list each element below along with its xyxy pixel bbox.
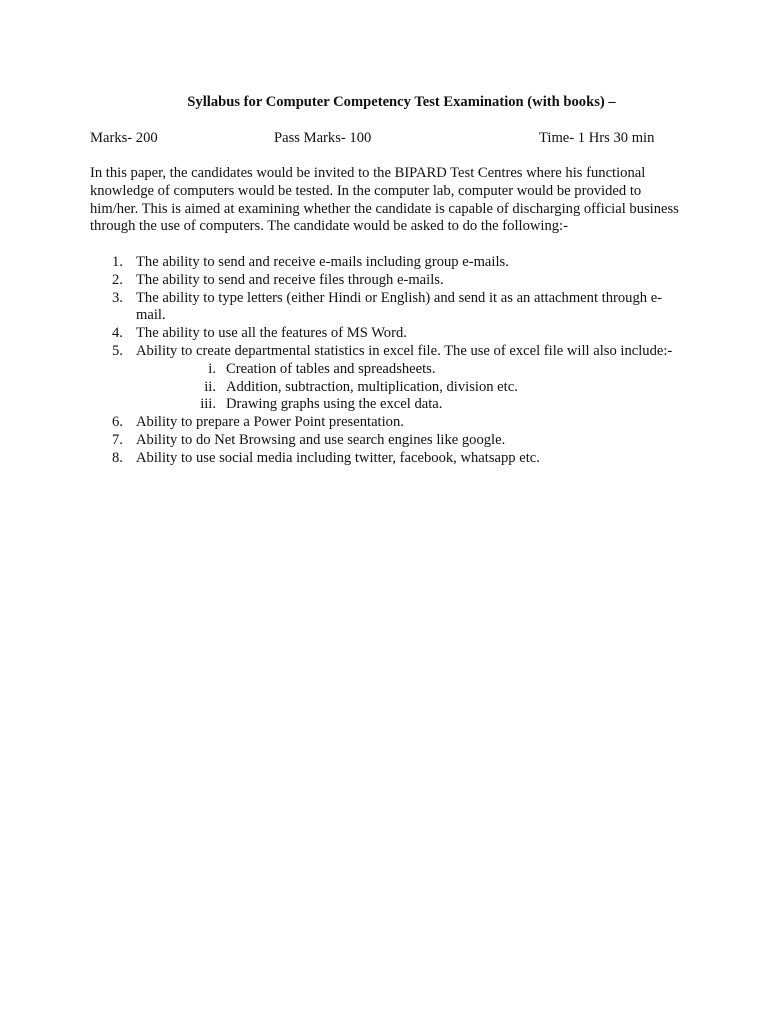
document-title: Syllabus for Computer Competency Test Examination (with books) – (187, 94, 616, 110)
list-item-text: Ability to do Net Browsing and use search engines like google. (136, 431, 506, 448)
list-item-number: 2. (112, 271, 123, 288)
sub-list-item-text: Creation of tables and spreadsheets. (226, 360, 436, 377)
list-item-text: The ability to send and receive e-mails including group e-mails. (136, 254, 509, 270)
sub-list-item-number: iii. (200, 396, 216, 413)
list-item-text: Ability to use social media including twitter, facebook, whatsapp etc. (136, 449, 540, 466)
list-item (90, 343, 680, 361)
list-item-text: The ability to type letters (either Hindi or English) and send it as an attachment through e-mail. (136, 289, 663, 324)
list-item-text: The ability to send and receive files through e-mails. (136, 271, 444, 288)
sub-list-item (90, 396, 680, 414)
list-item-number: 8. (112, 449, 123, 466)
ability-list (90, 254, 680, 468)
list-item (90, 325, 680, 343)
list-item (90, 290, 680, 326)
sub-list-item-number: ii. (204, 378, 216, 395)
list-item-number: 3. (112, 289, 123, 306)
intro-paragraph: In this paper, the candidates would be invited to the BIPARD Test Centres where his functional knowledge of computers would be tested. In the computer lab, computer would be provided to him/her. This is aimed at examining whether the candidate is capable of discharging official business through the use of computers. The candidate would be asked to do the following:- (90, 165, 679, 235)
list-item-number: 4. (112, 325, 123, 342)
marks-row (90, 130, 670, 148)
exam-time: Time- 1 Hrs 30 min (539, 130, 655, 146)
sub-list-item (90, 379, 680, 397)
sub-list-item-text: Addition, subtraction, multiplication, division etc. (226, 378, 518, 395)
list-item-number: 7. (112, 431, 123, 448)
pass-marks: Pass Marks- 100 (274, 130, 372, 146)
list-item (90, 272, 680, 290)
list-item-text: Ability to prepare a Power Point presentation. (136, 414, 404, 431)
list-item-text: The ability to use all the features of MS Word. (136, 325, 407, 342)
list-item-number: 1. (112, 254, 123, 270)
sub-list-item (90, 361, 680, 379)
list-item (90, 450, 680, 468)
list-item-text: Ability to create departmental statistics in excel file. The use of excel file will also include:- (136, 342, 673, 359)
list-item (90, 432, 680, 450)
sub-list-item-text: Drawing graphs using the excel data. (226, 396, 443, 413)
sub-list-item-number: i. (208, 360, 216, 377)
total-marks: Marks- 200 (90, 130, 158, 146)
list-item (90, 414, 680, 432)
list-item (90, 254, 680, 272)
list-item-number: 6. (112, 414, 123, 431)
list-item-number: 5. (112, 342, 123, 359)
